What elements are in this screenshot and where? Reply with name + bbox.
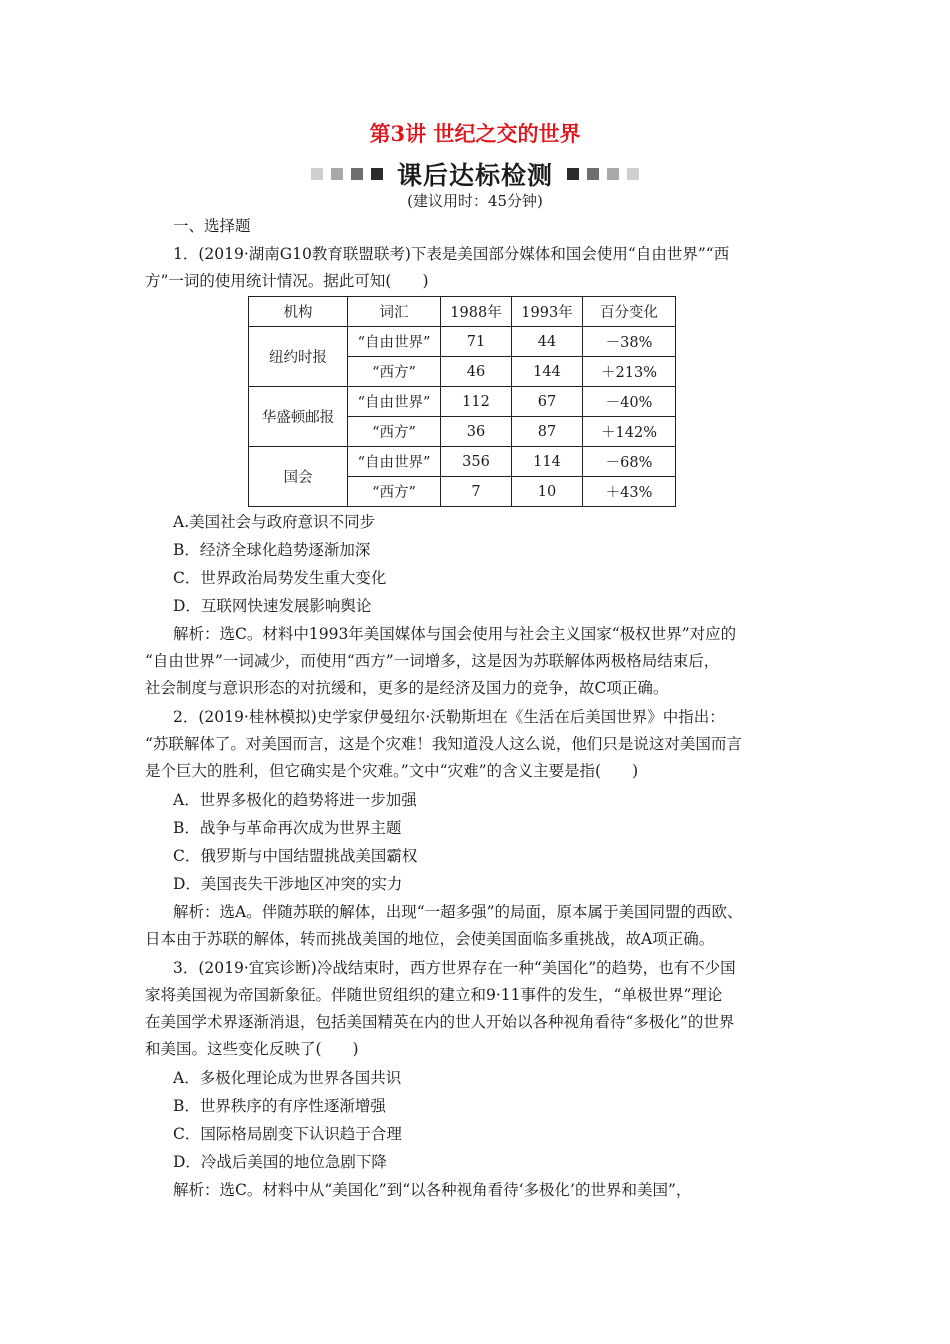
q2-option-c: C．俄罗斯与中国结盟挑战美国霸权 [173, 847, 418, 865]
table-row [249, 447, 676, 477]
usage-stats-table [248, 296, 676, 507]
value-1988-cell: 356 [441, 447, 512, 477]
value-1988-cell: 71 [441, 327, 512, 357]
term-cell: “西方” [348, 417, 441, 447]
q2-option-b: B．战争与革命再次成为世界主题 [173, 819, 402, 837]
value-1993-cell: 67 [512, 387, 583, 417]
q1-stem-line-1: 1．(2019·湖南G10教育联盟联考)下表是美国部分媒体和国会使用“自由世界”“西 [173, 245, 730, 263]
q3-option-d: D．冷战后美国的地位急剧下降 [173, 1153, 387, 1171]
change-cell: ＋43% [583, 477, 676, 507]
q3-stem-line-1: 3．(2019·宜宾诊断)冷战结束时，西方世界存在一种“美国化”的趋势，也有不少国 [173, 959, 736, 977]
q3-option-c: C．国际格局剧变下认识趋于合理 [173, 1125, 402, 1143]
q3-option-b: B．世界秩序的有序性逐渐增强 [173, 1097, 386, 1115]
header-org: 机构 [249, 297, 348, 327]
q1-option-a: A.美国社会与政府意识不同步 [173, 513, 376, 531]
banner-square-right-4 [627, 168, 639, 180]
value-1988-cell: 112 [441, 387, 512, 417]
header-change: 百分变化 [583, 297, 676, 327]
term-cell: “自由世界” [348, 327, 441, 357]
change-cell: －68% [583, 447, 676, 477]
org-cell: 国会 [249, 447, 348, 507]
q3-stem-line-3: 在美国学术界逐渐消退，包括美国精英在内的世人开始以各种视角看待“多极化”的世界 [145, 1013, 735, 1031]
value-1993-cell: 44 [512, 327, 583, 357]
lesson-title: 第3讲 世纪之交的世界 [369, 121, 581, 146]
value-1993-cell: 87 [512, 417, 583, 447]
q2-stem-line-2: “苏联解体了。对美国而言，这是个灾难！我知道没人这么说，他们只是说这对美国而言 [145, 735, 742, 753]
change-cell: －38% [583, 327, 676, 357]
banner-square-right-2 [587, 168, 599, 180]
value-1993-cell: 144 [512, 357, 583, 387]
q1-option-d: D．互联网快速发展影响舆论 [173, 597, 372, 615]
change-cell: －40% [583, 387, 676, 417]
q3-stem-line-2: 家将美国视为帝国新象征。伴随世贸组织的建立和9·11事件的发生，“单极世界”理论 [145, 986, 723, 1004]
banner-square-left-4 [371, 168, 383, 180]
q1-analysis-line-2: “自由世界”一词减少，而使用“西方”一词增多，这是因为苏联解体两极格局结束后， [145, 652, 720, 670]
header-term: 词汇 [348, 297, 441, 327]
section-heading: 一、选择题 [173, 217, 251, 235]
header-1988: 1988年 [441, 297, 512, 327]
header-1993: 1993年 [512, 297, 583, 327]
table-header-row [249, 297, 676, 327]
term-cell: “自由世界” [348, 387, 441, 417]
q1-analysis-line-1: 解析：选C。材料中1993年美国媒体与国会使用与社会主义国家“极权世界”对应的 [173, 625, 737, 643]
value-1988-cell: 7 [441, 477, 512, 507]
banner-square-left-3 [351, 168, 363, 180]
q2-stem-line-1: 2．(2019·桂林模拟)史学家伊曼纽尔·沃勒斯坦在《生活在后美国世界》中指出： [173, 708, 725, 726]
q1-stem-line-2: 方”一词的使用统计情况。据此可知( ) [145, 272, 429, 290]
q1-option-c: C．世界政治局势发生重大变化 [173, 569, 387, 587]
term-cell: “自由世界” [348, 447, 441, 477]
q1-option-b: B．经济全球化趋势逐渐加深 [173, 541, 371, 559]
time-suggestion: (建议用时：45分钟) [407, 192, 543, 210]
banner-square-right-1 [567, 168, 579, 180]
term-cell: “西方” [348, 477, 441, 507]
q3-option-a: A．多极化理论成为世界各国共识 [173, 1069, 402, 1087]
table-row [249, 387, 676, 417]
q1-analysis-line-3: 社会制度与意识形态的对抗缓和，更多的是经济及国力的竞争，故C项正确。 [145, 679, 669, 697]
banner-title: 课后达标检测 [396, 161, 553, 190]
q3-analysis-line-1: 解析：选C。材料中从“美国化”到“以各种视角看待‘多极化’的世界和美国”， [173, 1181, 692, 1199]
q2-stem-line-3: 是个巨大的胜利，但它确实是个灾难。”文中“灾难”的含义主要是指( ) [145, 762, 639, 780]
banner-square-right-3 [607, 168, 619, 180]
table-row [249, 327, 676, 357]
value-1988-cell: 46 [441, 357, 512, 387]
value-1993-cell: 10 [512, 477, 583, 507]
q2-analysis-line-1: 解析：选A。伴随苏联的解体，出现“一超多强”的局面，原本属于美国同盟的西欧、 [173, 903, 743, 921]
org-cell: 纽约时报 [249, 327, 348, 387]
banner-square-left-2 [331, 168, 343, 180]
change-cell: ＋213% [583, 357, 676, 387]
q2-option-a: A．世界多极化的趋势将进一步加强 [173, 791, 417, 809]
banner-square-left-1 [311, 168, 323, 180]
q2-option-d: D．美国丧失干涉地区冲突的实力 [173, 875, 403, 893]
change-cell: ＋142% [583, 417, 676, 447]
term-cell: “西方” [348, 357, 441, 387]
q2-analysis-line-2: 日本由于苏联的解体，转而挑战美国的地位，会使美国面临多重挑战，故A项正确。 [145, 930, 715, 948]
value-1988-cell: 36 [441, 417, 512, 447]
section-banner [0, 156, 950, 192]
value-1993-cell: 114 [512, 447, 583, 477]
q3-stem-line-4: 和美国。这些变化反映了( ) [145, 1040, 359, 1058]
org-cell: 华盛顿邮报 [249, 387, 348, 447]
